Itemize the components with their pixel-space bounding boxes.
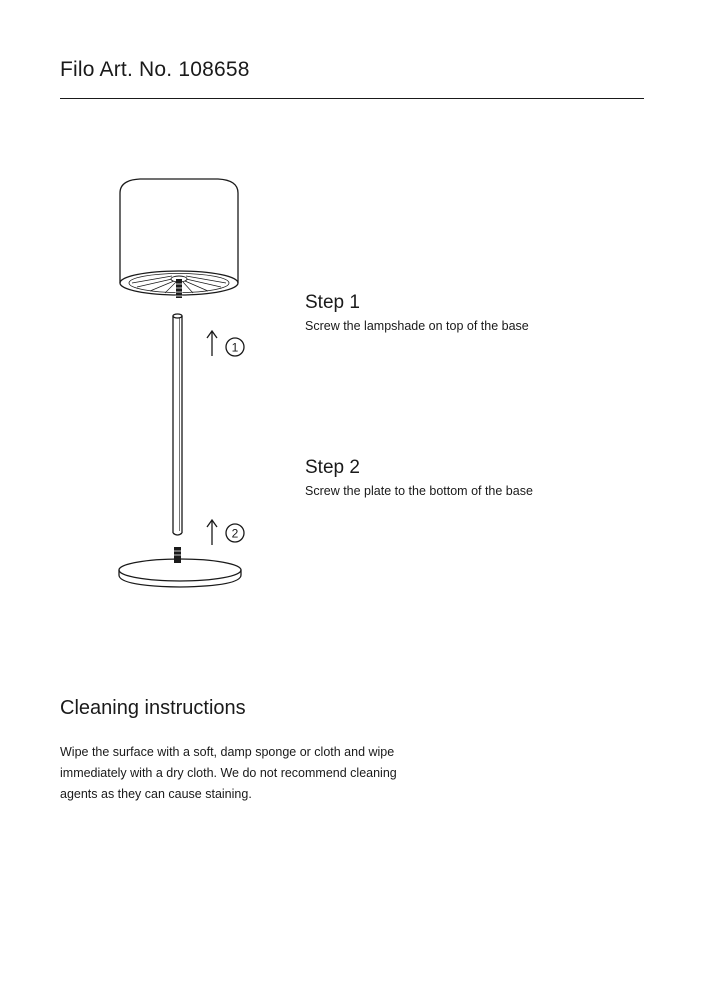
step-2-description: Screw the plate to the bottom of the base: [305, 484, 533, 498]
document-title: Filo Art. No. 108658: [60, 58, 250, 81]
lamp-rod-illustration: [173, 314, 182, 535]
step-2-heading: Step 2: [305, 457, 360, 478]
step-2-block: [305, 457, 533, 499]
up-arrow-icon: [207, 520, 217, 545]
bottom-screw-thread: [173, 547, 182, 563]
top-screw-thread: [175, 279, 183, 298]
step-2-marker-number: 2: [231, 526, 239, 541]
step-1-description: Screw the lampshade on top of the base: [305, 319, 529, 333]
step-1-marker-number: 1: [231, 340, 239, 355]
step-1-heading: Step 1: [305, 292, 360, 313]
cleaning-line: Wipe the surface with a soft, damp sponge or cloth and wipe: [60, 745, 395, 759]
base-plate-illustration: [119, 559, 241, 587]
cleaning-line: immediately with a dry cloth. We do not recommend cleaning: [60, 766, 397, 780]
step-1-block: [305, 292, 529, 334]
cleaning-line: agents as they can cause staining.: [60, 787, 252, 801]
up-arrow-icon: [207, 331, 217, 356]
cleaning-heading: Cleaning instructions: [60, 697, 246, 719]
lampshade-illustration: [120, 179, 238, 295]
cleaning-paragraph: [60, 742, 460, 805]
